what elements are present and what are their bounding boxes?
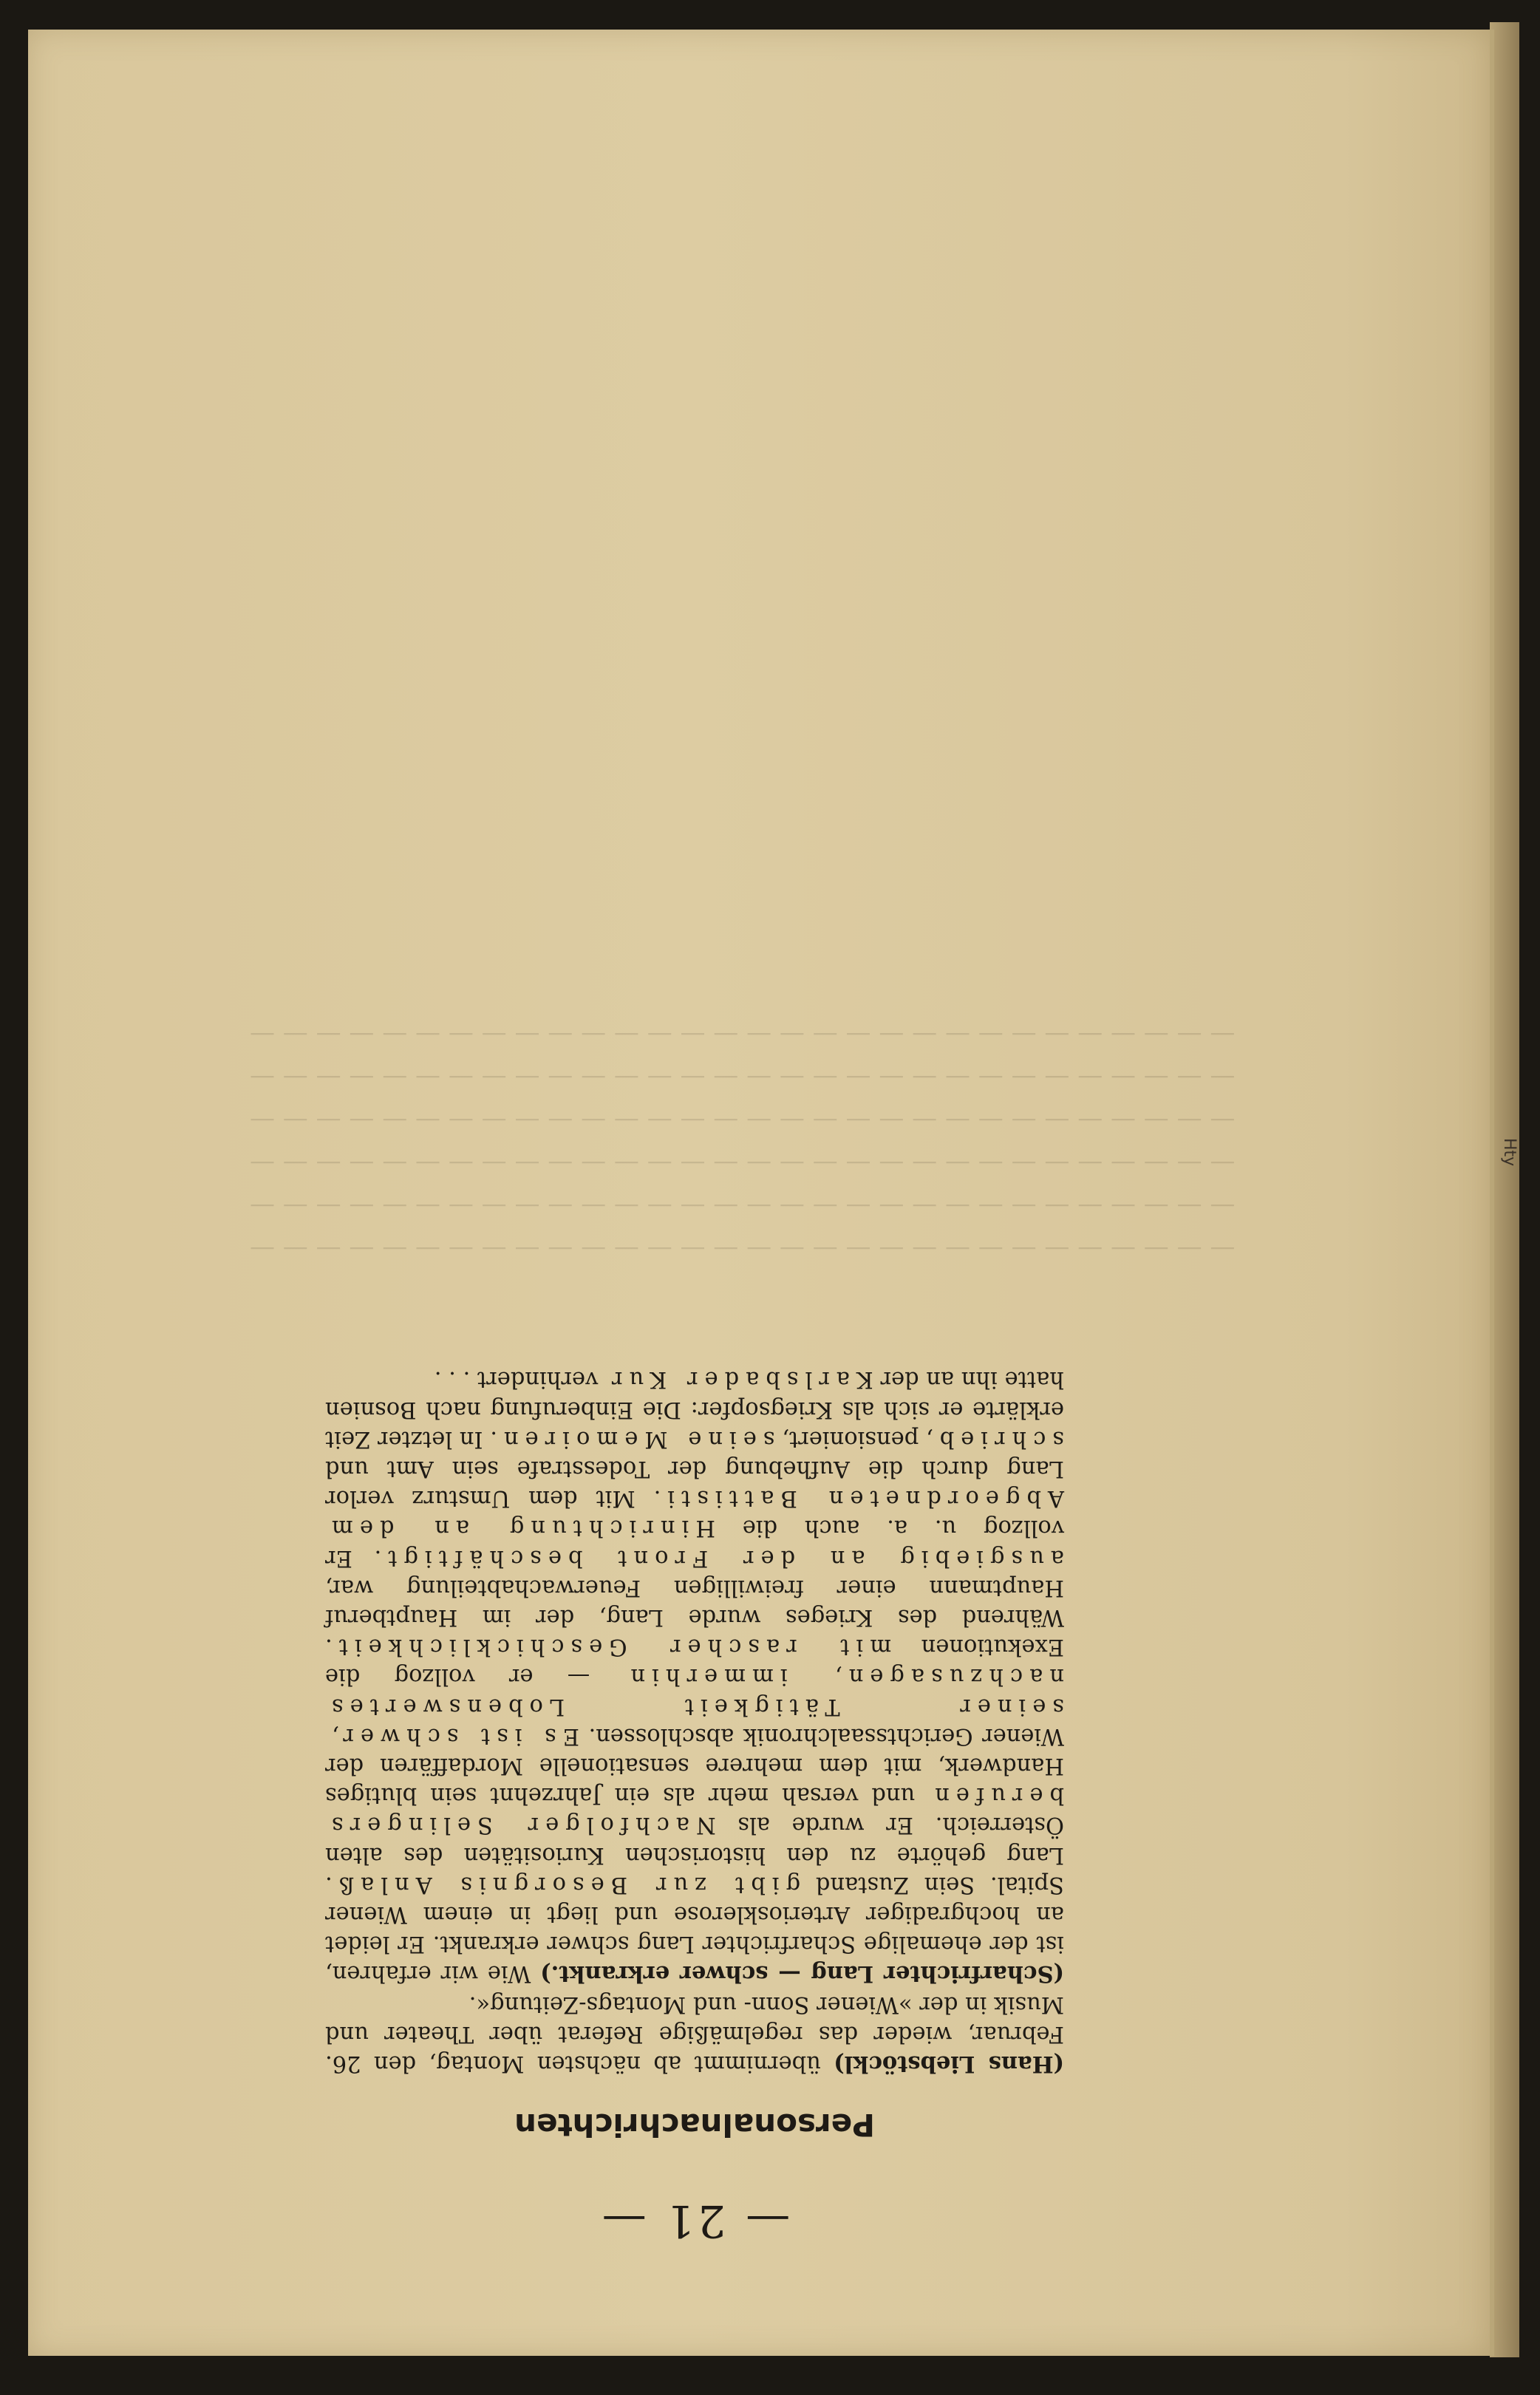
text-part: . Während des Krieges wurde Lang, der im Hauptberuf Hauptmann einer freiwilligen Feuerwachabteilung war,	[324, 1574, 1064, 1660]
spaced-emphasis: Hinrichtung an dem Abgeordneten Battisti	[325, 1485, 1064, 1541]
text-part: Wie wir erfahren, ist der ehemalige Scharfrichter Lang schwer erkrankt. Er leidet an hochgradiger Arteriosklerose und liegt in einem Wiener Spital. Sein Zustand	[325, 1871, 1064, 1987]
spaced-emphasis: gibt zur Besorgnis Anlaß	[332, 1871, 801, 1898]
bleed-through-text: — — — — — — — — — — — — — — — — — — — — — — — — — — — — — — — — — — — — — — — — — — — — — — — — — — — — — — — — — — — — — — — — — — — — — — — — — — — — — — — — — — — — — — — — — — — — — — — — — — — — — — — — — — — — — — — — — — — — — — — — — — — — — — — — — — — — — — — — — — — — — — — — — — — — — — — — — — — — — — — — — — — — — — — — — — — — — — — — — — — —	[250, 1021, 1236, 1264]
paragraph-lang	[325, 1364, 1064, 1989]
page-edge	[1490, 22, 1519, 2357]
spaced-emphasis: Es ist schwer, seiner Tätigkeit Lobenswertes nachzusagen, immerhin	[325, 1663, 1064, 1749]
text-part: und versah mehr als ein Jahrzehnt sein blutiges Handwerk, mit dem mehrere sensationelle Mordaffären der Wiener Gerichtssaalchronik abschlossen.	[325, 1723, 1064, 1809]
section-heading: Personalnachrichten	[514, 2107, 875, 2143]
text-part: . Er vollzog u. a. auch die	[324, 1515, 1064, 1571]
paragraph-text: übernimmt ab nächsten Montag, den 26. Februar, wieder das regelmäßige Referat über Theater und Musik in der »Wiener Sonn- und Montags-Zeitung«.	[325, 1991, 1064, 2077]
paragraph-liebstoeckl	[325, 1989, 1064, 2079]
text-part: . Mit dem Umsturz verlor Lang durch die Aufhebung der Todesstrafe sein Amt und	[325, 1455, 1064, 1512]
spaced-emphasis: Nachfolger Selingers berufen	[325, 1782, 1064, 1839]
spaced-emphasis: seine Memoiren	[497, 1425, 775, 1452]
text-part: verhindert . . .	[434, 1366, 605, 1393]
paragraph-lead: (Hans Liebstöckl)	[834, 2051, 1064, 2077]
text-part: . In letzter Zeit erklärte er sich als Kriegsopfer: Die Einberufung nach Bosnien hatte ihn an der	[325, 1366, 1064, 1452]
text-part: , pensioniert,	[774, 1425, 933, 1452]
handwritten-margin-note: Hty	[1500, 1138, 1519, 1167]
text-part: . Lang gehörte zu den historischen Kuriositäten des alten Österreich. Er wurde als	[325, 1812, 1064, 1898]
spaced-emphasis: mit rascher Geschicklichkeit	[332, 1634, 892, 1660]
spaced-emphasis: Karlsbader Kur	[604, 1366, 873, 1393]
text-part: — er vollzog die Exekutionen	[324, 1634, 1064, 1690]
upside-down-content	[325, 1364, 1064, 2246]
spaced-emphasis: ausgiebig an der Front beschäftigt	[381, 1544, 1064, 1571]
page-number: — 21 —	[599, 2195, 791, 2246]
paragraph-lead: (Scharfrichter Lang — schwer erkrankt.)	[540, 1960, 1064, 1988]
spaced-emphasis: schrieb	[933, 1425, 1064, 1452]
